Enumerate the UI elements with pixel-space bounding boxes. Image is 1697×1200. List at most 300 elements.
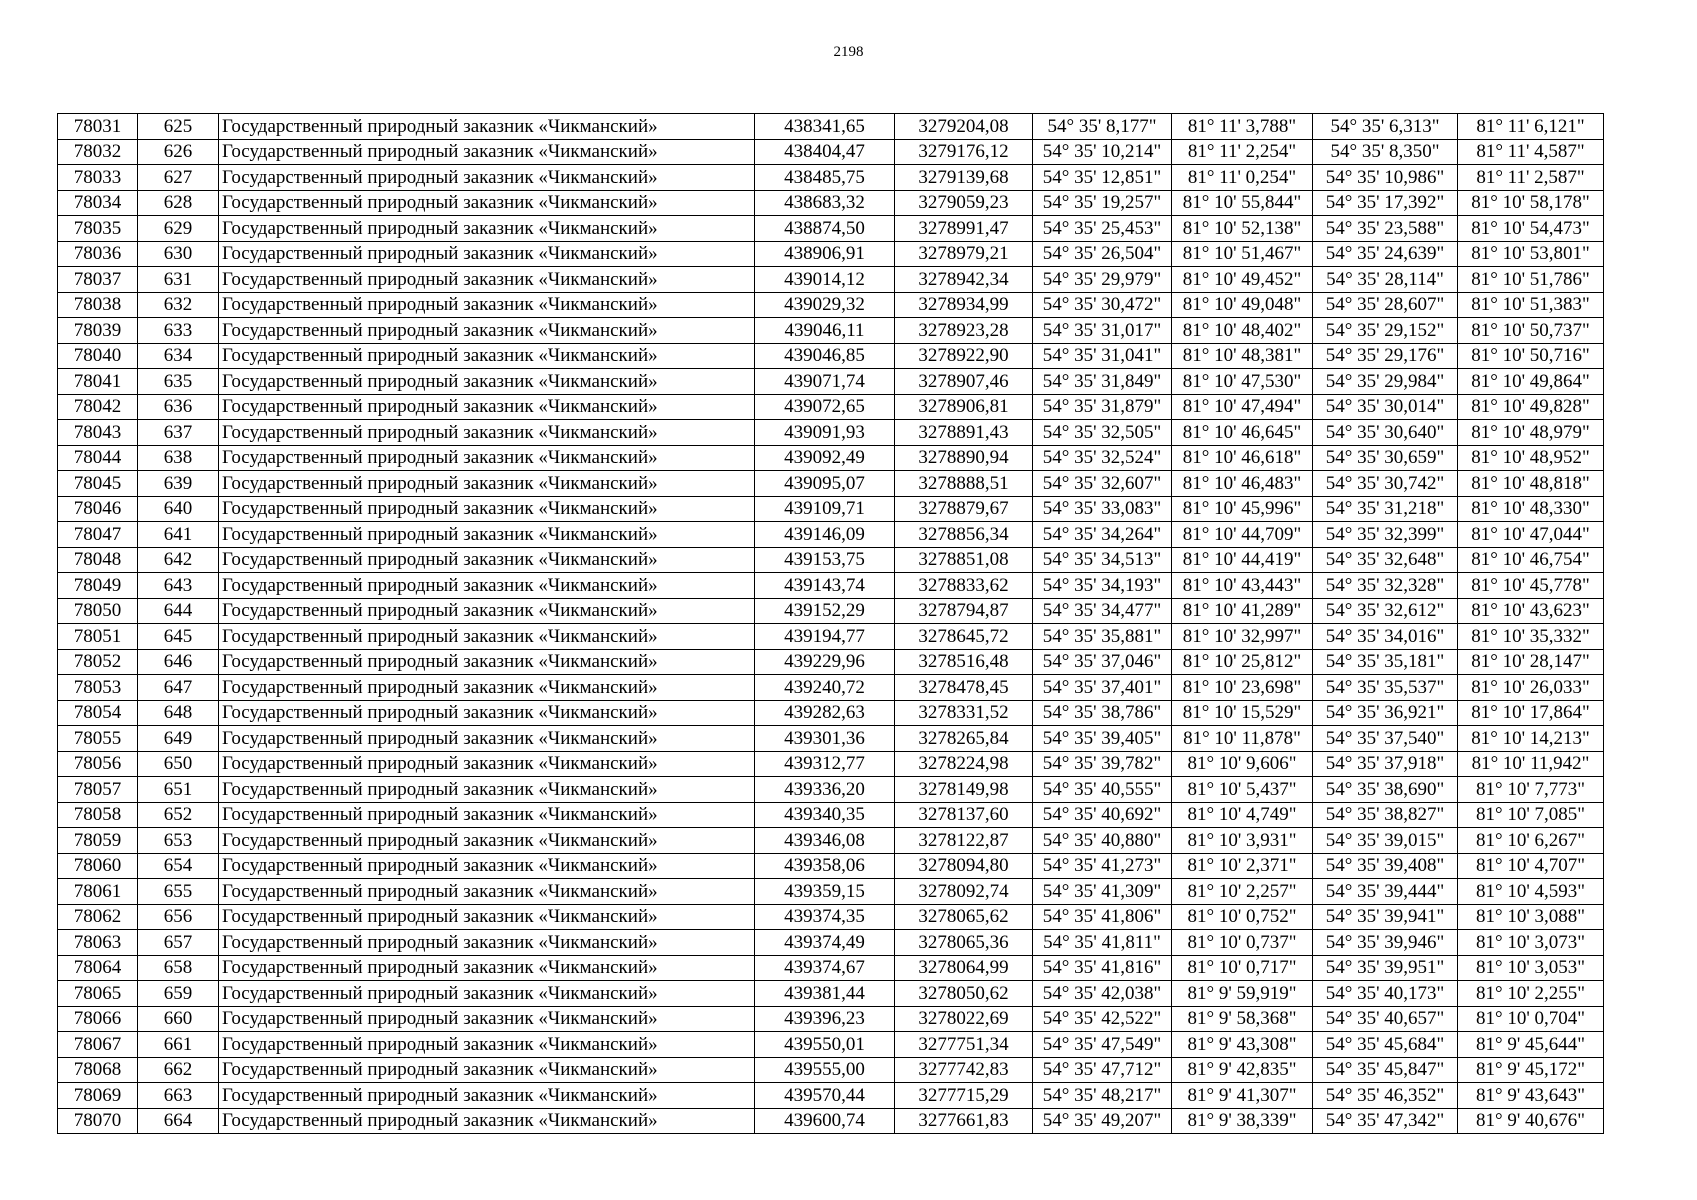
latitude-cell: 54° 35' 19,257" (1033, 190, 1172, 216)
latitude-cell: 54° 35' 49,207" (1033, 1108, 1172, 1134)
x-coordinate-cell: 439029,32 (755, 292, 895, 318)
latitude-2-cell: 54° 35' 24,639" (1313, 241, 1458, 267)
table-row (58, 751, 1604, 777)
y-coordinate-cell: 3278478,45 (895, 675, 1033, 701)
longitude-2-cell: 81° 10' 7,085" (1458, 802, 1604, 828)
point-number-cell: 664 (138, 1108, 219, 1134)
point-number-cell: 641 (138, 522, 219, 548)
x-coordinate-cell: 439014,12 (755, 267, 895, 293)
table-row (58, 802, 1604, 828)
x-coordinate-cell: 439396,23 (755, 1006, 895, 1032)
zone-name-cell: Государственный природный заказник «Чикманский» (219, 700, 755, 726)
record-id-cell: 78048 (58, 547, 138, 573)
record-id-cell: 78061 (58, 879, 138, 905)
point-number-cell: 663 (138, 1083, 219, 1109)
latitude-2-cell: 54° 35' 32,328" (1313, 573, 1458, 599)
y-coordinate-cell: 3278979,21 (895, 241, 1033, 267)
zone-name-cell: Государственный природный заказник «Чикманский» (219, 394, 755, 420)
latitude-cell: 54° 35' 41,273" (1033, 853, 1172, 879)
point-number-cell: 654 (138, 853, 219, 879)
longitude-cell: 81° 10' 25,812" (1172, 649, 1313, 675)
table-row (58, 598, 1604, 624)
x-coordinate-cell: 439550,01 (755, 1032, 895, 1058)
record-id-cell: 78055 (58, 726, 138, 752)
table-row (58, 777, 1604, 803)
zone-name-cell: Государственный природный заказник «Чикманский» (219, 1057, 755, 1083)
latitude-2-cell: 54° 35' 37,540" (1313, 726, 1458, 752)
longitude-2-cell: 81° 11' 4,587" (1458, 139, 1604, 165)
longitude-2-cell: 81° 10' 46,754" (1458, 547, 1604, 573)
y-coordinate-cell: 3278265,84 (895, 726, 1033, 752)
x-coordinate-cell: 439152,29 (755, 598, 895, 624)
x-coordinate-cell: 439072,65 (755, 394, 895, 420)
record-id-cell: 78060 (58, 853, 138, 879)
table-row (58, 165, 1604, 191)
latitude-2-cell: 54° 35' 30,742" (1313, 471, 1458, 497)
table-row (58, 1108, 1604, 1134)
longitude-2-cell: 81° 10' 6,267" (1458, 828, 1604, 854)
latitude-2-cell: 54° 35' 28,607" (1313, 292, 1458, 318)
record-id-cell: 78070 (58, 1108, 138, 1134)
latitude-2-cell: 54° 35' 39,015" (1313, 828, 1458, 854)
latitude-cell: 54° 35' 34,513" (1033, 547, 1172, 573)
longitude-cell: 81° 10' 51,467" (1172, 241, 1313, 267)
latitude-cell: 54° 35' 37,401" (1033, 675, 1172, 701)
latitude-cell: 54° 35' 47,549" (1033, 1032, 1172, 1058)
x-coordinate-cell: 438683,32 (755, 190, 895, 216)
latitude-cell: 54° 35' 10,214" (1033, 139, 1172, 165)
y-coordinate-cell: 3278149,98 (895, 777, 1033, 803)
x-coordinate-cell: 439381,44 (755, 981, 895, 1007)
longitude-2-cell: 81° 10' 48,952" (1458, 445, 1604, 471)
zone-name-cell: Государственный природный заказник «Чикманский» (219, 241, 755, 267)
latitude-2-cell: 54° 35' 39,941" (1313, 904, 1458, 930)
latitude-cell: 54° 35' 42,038" (1033, 981, 1172, 1007)
table-row (58, 955, 1604, 981)
latitude-cell: 54° 35' 35,881" (1033, 624, 1172, 650)
y-coordinate-cell: 3278092,74 (895, 879, 1033, 905)
record-id-cell: 78068 (58, 1057, 138, 1083)
table-row (58, 445, 1604, 471)
latitude-2-cell: 54° 35' 37,918" (1313, 751, 1458, 777)
latitude-cell: 54° 35' 48,217" (1033, 1083, 1172, 1109)
latitude-cell: 54° 35' 42,522" (1033, 1006, 1172, 1032)
longitude-cell: 81° 10' 49,452" (1172, 267, 1313, 293)
y-coordinate-cell: 3278224,98 (895, 751, 1033, 777)
point-number-cell: 655 (138, 879, 219, 905)
longitude-2-cell: 81° 10' 3,088" (1458, 904, 1604, 930)
latitude-2-cell: 54° 35' 30,640" (1313, 420, 1458, 446)
y-coordinate-cell: 3278833,62 (895, 573, 1033, 599)
longitude-2-cell: 81° 10' 28,147" (1458, 649, 1604, 675)
y-coordinate-cell: 3278891,43 (895, 420, 1033, 446)
y-coordinate-cell: 3277661,83 (895, 1108, 1033, 1134)
longitude-cell: 81° 11' 3,788" (1172, 114, 1313, 140)
y-coordinate-cell: 3278942,34 (895, 267, 1033, 293)
longitude-cell: 81° 10' 47,494" (1172, 394, 1313, 420)
latitude-cell: 54° 35' 40,880" (1033, 828, 1172, 854)
latitude-cell: 54° 35' 40,692" (1033, 802, 1172, 828)
y-coordinate-cell: 3278879,67 (895, 496, 1033, 522)
longitude-2-cell: 81° 10' 47,044" (1458, 522, 1604, 548)
zone-name-cell: Государственный природный заказник «Чикманский» (219, 420, 755, 446)
x-coordinate-cell: 439095,07 (755, 471, 895, 497)
x-coordinate-cell: 439312,77 (755, 751, 895, 777)
x-coordinate-cell: 439555,00 (755, 1057, 895, 1083)
longitude-2-cell: 81° 10' 45,778" (1458, 573, 1604, 599)
latitude-2-cell: 54° 35' 28,114" (1313, 267, 1458, 293)
point-number-cell: 651 (138, 777, 219, 803)
table-row (58, 879, 1604, 905)
latitude-2-cell: 54° 35' 39,444" (1313, 879, 1458, 905)
zone-name-cell: Государственный природный заказник «Чикманский» (219, 675, 755, 701)
zone-name-cell: Государственный природный заказник «Чикманский» (219, 343, 755, 369)
table-row (58, 1083, 1604, 1109)
longitude-cell: 81° 10' 2,371" (1172, 853, 1313, 879)
zone-name-cell: Государственный природный заказник «Чикманский» (219, 879, 755, 905)
latitude-2-cell: 54° 35' 29,152" (1313, 318, 1458, 344)
point-number-cell: 639 (138, 471, 219, 497)
latitude-2-cell: 54° 35' 30,014" (1313, 394, 1458, 420)
table-row (58, 114, 1604, 140)
latitude-cell: 54° 35' 34,477" (1033, 598, 1172, 624)
longitude-cell: 81° 10' 15,529" (1172, 700, 1313, 726)
x-coordinate-cell: 439194,77 (755, 624, 895, 650)
point-number-cell: 625 (138, 114, 219, 140)
longitude-cell: 81° 9' 41,307" (1172, 1083, 1313, 1109)
table-row (58, 190, 1604, 216)
longitude-2-cell: 81° 10' 3,073" (1458, 930, 1604, 956)
latitude-cell: 54° 35' 30,472" (1033, 292, 1172, 318)
table-row (58, 700, 1604, 726)
zone-name-cell: Государственный природный заказник «Чикманский» (219, 445, 755, 471)
point-number-cell: 628 (138, 190, 219, 216)
y-coordinate-cell: 3278991,47 (895, 216, 1033, 242)
record-id-cell: 78042 (58, 394, 138, 420)
latitude-2-cell: 54° 35' 36,921" (1313, 700, 1458, 726)
longitude-cell: 81° 9' 42,835" (1172, 1057, 1313, 1083)
table-row (58, 369, 1604, 395)
y-coordinate-cell: 3278888,51 (895, 471, 1033, 497)
x-coordinate-cell: 439336,20 (755, 777, 895, 803)
zone-name-cell: Государственный природный заказник «Чикманский» (219, 1006, 755, 1032)
record-id-cell: 78067 (58, 1032, 138, 1058)
record-id-cell: 78037 (58, 267, 138, 293)
table-row (58, 241, 1604, 267)
x-coordinate-cell: 439229,96 (755, 649, 895, 675)
x-coordinate-cell: 438341,65 (755, 114, 895, 140)
x-coordinate-cell: 438404,47 (755, 139, 895, 165)
longitude-cell: 81° 10' 44,709" (1172, 522, 1313, 548)
latitude-cell: 54° 35' 8,177" (1033, 114, 1172, 140)
longitude-cell: 81° 10' 41,289" (1172, 598, 1313, 624)
longitude-cell: 81° 10' 48,402" (1172, 318, 1313, 344)
record-id-cell: 78053 (58, 675, 138, 701)
y-coordinate-cell: 3278922,90 (895, 343, 1033, 369)
zone-name-cell: Государственный природный заказник «Чикманский» (219, 726, 755, 752)
latitude-cell: 54° 35' 26,504" (1033, 241, 1172, 267)
longitude-2-cell: 81° 10' 48,818" (1458, 471, 1604, 497)
y-coordinate-cell: 3279059,23 (895, 190, 1033, 216)
point-number-cell: 642 (138, 547, 219, 573)
record-id-cell: 78041 (58, 369, 138, 395)
longitude-cell: 81° 10' 46,618" (1172, 445, 1313, 471)
longitude-2-cell: 81° 10' 3,053" (1458, 955, 1604, 981)
zone-name-cell: Государственный природный заказник «Чикманский» (219, 1108, 755, 1134)
table-row (58, 624, 1604, 650)
record-id-cell: 78064 (58, 955, 138, 981)
longitude-2-cell: 81° 10' 26,033" (1458, 675, 1604, 701)
record-id-cell: 78045 (58, 471, 138, 497)
point-number-cell: 656 (138, 904, 219, 930)
record-id-cell: 78046 (58, 496, 138, 522)
latitude-2-cell: 54° 35' 30,659" (1313, 445, 1458, 471)
latitude-cell: 54° 35' 31,017" (1033, 318, 1172, 344)
record-id-cell: 78063 (58, 930, 138, 956)
latitude-2-cell: 54° 35' 38,827" (1313, 802, 1458, 828)
x-coordinate-cell: 439359,15 (755, 879, 895, 905)
record-id-cell: 78052 (58, 649, 138, 675)
y-coordinate-cell: 3277751,34 (895, 1032, 1033, 1058)
table-row (58, 853, 1604, 879)
latitude-2-cell: 54° 35' 39,946" (1313, 930, 1458, 956)
table-row (58, 573, 1604, 599)
latitude-2-cell: 54° 35' 32,648" (1313, 547, 1458, 573)
y-coordinate-cell: 3278064,99 (895, 955, 1033, 981)
table-row (58, 981, 1604, 1007)
point-number-cell: 629 (138, 216, 219, 242)
zone-name-cell: Государственный природный заказник «Чикманский» (219, 751, 755, 777)
zone-name-cell: Государственный природный заказник «Чикманский» (219, 649, 755, 675)
point-number-cell: 648 (138, 700, 219, 726)
y-coordinate-cell: 3279176,12 (895, 139, 1033, 165)
zone-name-cell: Государственный природный заказник «Чикманский» (219, 165, 755, 191)
latitude-cell: 54° 35' 39,405" (1033, 726, 1172, 752)
record-id-cell: 78039 (58, 318, 138, 344)
longitude-2-cell: 81° 9' 43,643" (1458, 1083, 1604, 1109)
longitude-2-cell: 81° 10' 49,864" (1458, 369, 1604, 395)
coordinates-table (57, 113, 1604, 1134)
x-coordinate-cell: 439600,74 (755, 1108, 895, 1134)
point-number-cell: 658 (138, 955, 219, 981)
zone-name-cell: Государственный природный заказник «Чикманский» (219, 802, 755, 828)
record-id-cell: 78047 (58, 522, 138, 548)
longitude-2-cell: 81° 11' 6,121" (1458, 114, 1604, 140)
longitude-2-cell: 81° 10' 4,593" (1458, 879, 1604, 905)
point-number-cell: 649 (138, 726, 219, 752)
y-coordinate-cell: 3278050,62 (895, 981, 1033, 1007)
longitude-cell: 81° 10' 49,048" (1172, 292, 1313, 318)
point-number-cell: 644 (138, 598, 219, 624)
latitude-cell: 54° 35' 41,309" (1033, 879, 1172, 905)
table-row (58, 1032, 1604, 1058)
zone-name-cell: Государственный природный заказник «Чикманский» (219, 1083, 755, 1109)
table-row (58, 522, 1604, 548)
zone-name-cell: Государственный природный заказник «Чикманский» (219, 318, 755, 344)
longitude-2-cell: 81° 10' 50,716" (1458, 343, 1604, 369)
zone-name-cell: Государственный природный заказник «Чикманский» (219, 292, 755, 318)
y-coordinate-cell: 3278923,28 (895, 318, 1033, 344)
latitude-cell: 54° 35' 12,851" (1033, 165, 1172, 191)
x-coordinate-cell: 439146,09 (755, 522, 895, 548)
y-coordinate-cell: 3278094,80 (895, 853, 1033, 879)
latitude-2-cell: 54° 35' 39,408" (1313, 853, 1458, 879)
longitude-cell: 81° 10' 52,138" (1172, 216, 1313, 242)
x-coordinate-cell: 439282,63 (755, 700, 895, 726)
point-number-cell: 640 (138, 496, 219, 522)
x-coordinate-cell: 439346,08 (755, 828, 895, 854)
y-coordinate-cell: 3277742,83 (895, 1057, 1033, 1083)
table-row (58, 394, 1604, 420)
longitude-2-cell: 81° 10' 51,786" (1458, 267, 1604, 293)
zone-name-cell: Государственный природный заказник «Чикманский» (219, 930, 755, 956)
longitude-2-cell: 81° 10' 48,330" (1458, 496, 1604, 522)
record-id-cell: 78050 (58, 598, 138, 624)
zone-name-cell: Государственный природный заказник «Чикманский» (219, 216, 755, 242)
latitude-cell: 54° 35' 34,264" (1033, 522, 1172, 548)
table-row (58, 547, 1604, 573)
longitude-cell: 81° 10' 2,257" (1172, 879, 1313, 905)
latitude-cell: 54° 35' 40,555" (1033, 777, 1172, 803)
longitude-2-cell: 81° 10' 54,473" (1458, 216, 1604, 242)
latitude-2-cell: 54° 35' 29,176" (1313, 343, 1458, 369)
x-coordinate-cell: 439071,74 (755, 369, 895, 395)
latitude-2-cell: 54° 35' 32,612" (1313, 598, 1458, 624)
longitude-cell: 81° 10' 47,530" (1172, 369, 1313, 395)
x-coordinate-cell: 439358,06 (755, 853, 895, 879)
point-number-cell: 659 (138, 981, 219, 1007)
latitude-2-cell: 54° 35' 45,847" (1313, 1057, 1458, 1083)
point-number-cell: 661 (138, 1032, 219, 1058)
record-id-cell: 78044 (58, 445, 138, 471)
table-row (58, 1006, 1604, 1032)
longitude-2-cell: 81° 10' 51,383" (1458, 292, 1604, 318)
x-coordinate-cell: 438874,50 (755, 216, 895, 242)
point-number-cell: 646 (138, 649, 219, 675)
longitude-cell: 81° 10' 44,419" (1172, 547, 1313, 573)
zone-name-cell: Государственный природный заказник «Чикманский» (219, 114, 755, 140)
latitude-2-cell: 54° 35' 32,399" (1313, 522, 1458, 548)
y-coordinate-cell: 3278122,87 (895, 828, 1033, 854)
latitude-cell: 54° 35' 32,524" (1033, 445, 1172, 471)
point-number-cell: 633 (138, 318, 219, 344)
latitude-cell: 54° 35' 31,849" (1033, 369, 1172, 395)
longitude-2-cell: 81° 9' 45,644" (1458, 1032, 1604, 1058)
x-coordinate-cell: 439374,67 (755, 955, 895, 981)
longitude-2-cell: 81° 10' 0,704" (1458, 1006, 1604, 1032)
latitude-cell: 54° 35' 38,786" (1033, 700, 1172, 726)
longitude-cell: 81° 10' 4,749" (1172, 802, 1313, 828)
point-number-cell: 653 (138, 828, 219, 854)
y-coordinate-cell: 3277715,29 (895, 1083, 1033, 1109)
x-coordinate-cell: 439570,44 (755, 1083, 895, 1109)
latitude-2-cell: 54° 35' 47,342" (1313, 1108, 1458, 1134)
latitude-cell: 54° 35' 32,607" (1033, 471, 1172, 497)
x-coordinate-cell: 439046,11 (755, 318, 895, 344)
point-number-cell: 650 (138, 751, 219, 777)
x-coordinate-cell: 439374,49 (755, 930, 895, 956)
point-number-cell: 631 (138, 267, 219, 293)
zone-name-cell: Государственный природный заказник «Чикманский» (219, 267, 755, 293)
latitude-2-cell: 54° 35' 40,657" (1313, 1006, 1458, 1032)
point-number-cell: 632 (138, 292, 219, 318)
table-row (58, 292, 1604, 318)
longitude-2-cell: 81° 10' 4,707" (1458, 853, 1604, 879)
longitude-cell: 81° 10' 55,844" (1172, 190, 1313, 216)
zone-name-cell: Государственный природный заказник «Чикманский» (219, 624, 755, 650)
record-id-cell: 78038 (58, 292, 138, 318)
table-body (58, 114, 1604, 1134)
point-number-cell: 662 (138, 1057, 219, 1083)
zone-name-cell: Государственный природный заказник «Чикманский» (219, 471, 755, 497)
zone-name-cell: Государственный природный заказник «Чикманский» (219, 369, 755, 395)
y-coordinate-cell: 3278890,94 (895, 445, 1033, 471)
point-number-cell: 647 (138, 675, 219, 701)
x-coordinate-cell: 439340,35 (755, 802, 895, 828)
y-coordinate-cell: 3278856,34 (895, 522, 1033, 548)
zone-name-cell: Государственный природный заказник «Чикманский» (219, 496, 755, 522)
latitude-2-cell: 54° 35' 31,218" (1313, 496, 1458, 522)
record-id-cell: 78058 (58, 802, 138, 828)
latitude-2-cell: 54° 35' 6,313" (1313, 114, 1458, 140)
latitude-cell: 54° 35' 41,811" (1033, 930, 1172, 956)
latitude-2-cell: 54° 35' 10,986" (1313, 165, 1458, 191)
y-coordinate-cell: 3278645,72 (895, 624, 1033, 650)
table-row (58, 904, 1604, 930)
record-id-cell: 78032 (58, 139, 138, 165)
table-row (58, 318, 1604, 344)
x-coordinate-cell: 439109,71 (755, 496, 895, 522)
table-row (58, 675, 1604, 701)
record-id-cell: 78059 (58, 828, 138, 854)
longitude-cell: 81° 10' 32,997" (1172, 624, 1313, 650)
table-row (58, 420, 1604, 446)
record-id-cell: 78043 (58, 420, 138, 446)
longitude-cell: 81° 10' 46,483" (1172, 471, 1313, 497)
latitude-2-cell: 54° 35' 8,350" (1313, 139, 1458, 165)
latitude-2-cell: 54° 35' 39,951" (1313, 955, 1458, 981)
longitude-cell: 81° 10' 45,996" (1172, 496, 1313, 522)
record-id-cell: 78056 (58, 751, 138, 777)
record-id-cell: 78057 (58, 777, 138, 803)
record-id-cell: 78033 (58, 165, 138, 191)
longitude-cell: 81° 10' 43,443" (1172, 573, 1313, 599)
record-id-cell: 78069 (58, 1083, 138, 1109)
longitude-cell: 81° 10' 0,717" (1172, 955, 1313, 981)
x-coordinate-cell: 438485,75 (755, 165, 895, 191)
y-coordinate-cell: 3278851,08 (895, 547, 1033, 573)
longitude-cell: 81° 9' 43,308" (1172, 1032, 1313, 1058)
latitude-cell: 54° 35' 25,453" (1033, 216, 1172, 242)
point-number-cell: 638 (138, 445, 219, 471)
table-row (58, 649, 1604, 675)
zone-name-cell: Государственный природный заказник «Чикманский» (219, 522, 755, 548)
latitude-cell: 54° 35' 41,806" (1033, 904, 1172, 930)
latitude-cell: 54° 35' 33,083" (1033, 496, 1172, 522)
table-row (58, 496, 1604, 522)
record-id-cell: 78035 (58, 216, 138, 242)
table-row (58, 930, 1604, 956)
record-id-cell: 78065 (58, 981, 138, 1007)
point-number-cell: 657 (138, 930, 219, 956)
x-coordinate-cell: 439092,49 (755, 445, 895, 471)
latitude-cell: 54° 35' 31,041" (1033, 343, 1172, 369)
table-row (58, 471, 1604, 497)
longitude-cell: 81° 11' 2,254" (1172, 139, 1313, 165)
record-id-cell: 78049 (58, 573, 138, 599)
zone-name-cell: Государственный природный заказник «Чикманский» (219, 853, 755, 879)
latitude-2-cell: 54° 35' 35,181" (1313, 649, 1458, 675)
